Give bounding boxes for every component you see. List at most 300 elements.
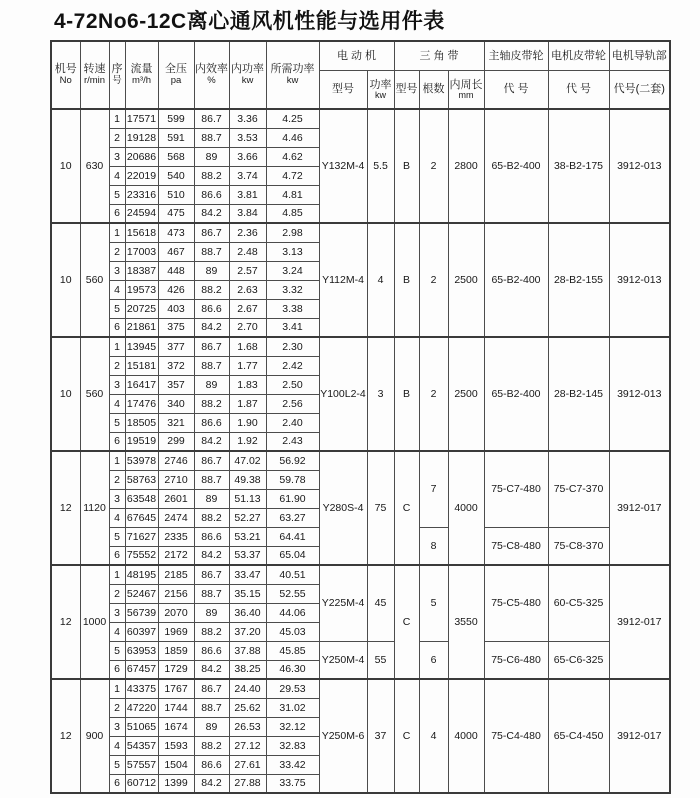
cell-pressure: 2185 bbox=[158, 565, 194, 584]
cell-pressure: 591 bbox=[158, 128, 194, 147]
cell-inner-power: 38.25 bbox=[229, 660, 266, 679]
cell-seq: 6 bbox=[109, 774, 125, 793]
cell-flow: 19519 bbox=[125, 432, 158, 451]
cell-efficiency: 86.6 bbox=[194, 641, 229, 660]
cell-seq: 6 bbox=[109, 432, 125, 451]
cell-seq: 6 bbox=[109, 546, 125, 565]
cell-pressure: 568 bbox=[158, 147, 194, 166]
cell-pressure: 510 bbox=[158, 185, 194, 204]
cell-efficiency: 86.7 bbox=[194, 337, 229, 356]
cell-required-power: 31.02 bbox=[266, 698, 319, 717]
cell-machine-no: 12 bbox=[51, 451, 80, 565]
cell-required-power: 3.24 bbox=[266, 261, 319, 280]
cell-efficiency: 86.6 bbox=[194, 413, 229, 432]
cell-required-power: 63.27 bbox=[266, 508, 319, 527]
cell-flow: 47220 bbox=[125, 698, 158, 717]
cell-seq: 4 bbox=[109, 280, 125, 299]
cell-motor-power: 37 bbox=[367, 679, 394, 793]
cell-required-power: 29.53 bbox=[266, 679, 319, 698]
cell-inner-power: 53.21 bbox=[229, 527, 266, 546]
cell-motor-pulley: 28-B2-155 bbox=[548, 223, 609, 337]
cell-inner-power: 1.92 bbox=[229, 432, 266, 451]
cell-flow: 60712 bbox=[125, 774, 158, 793]
cell-motor-model: Y280S-4 bbox=[319, 451, 367, 565]
cell-pressure: 340 bbox=[158, 394, 194, 413]
cell-efficiency: 88.7 bbox=[194, 356, 229, 375]
cell-required-power: 45.85 bbox=[266, 641, 319, 660]
cell-motor-model: Y132M-4 bbox=[319, 109, 367, 223]
cell-motor-model: Y112M-4 bbox=[319, 223, 367, 337]
cell-main-pulley: 65-B2-400 bbox=[484, 223, 548, 337]
cell-main-pulley: 75-C6-480 bbox=[484, 641, 548, 679]
cell-inner-power: 2.57 bbox=[229, 261, 266, 280]
cell-inner-power: 3.36 bbox=[229, 109, 266, 128]
cell-required-power: 4.81 bbox=[266, 185, 319, 204]
cell-seq: 1 bbox=[109, 565, 125, 584]
cell-inner-power: 49.38 bbox=[229, 470, 266, 489]
cell-inner-power: 37.20 bbox=[229, 622, 266, 641]
cell-required-power: 46.30 bbox=[266, 660, 319, 679]
header-col-2: 序 号 bbox=[109, 41, 125, 109]
table-row bbox=[51, 109, 670, 128]
header-subcol-0-1: 功率 kw bbox=[367, 71, 394, 110]
cell-belt-model: B bbox=[394, 223, 419, 337]
cell-machine-no: 12 bbox=[51, 565, 80, 679]
cell-seq: 1 bbox=[109, 109, 125, 128]
cell-efficiency: 86.6 bbox=[194, 185, 229, 204]
cell-flow: 53978 bbox=[125, 451, 158, 470]
cell-flow: 17571 bbox=[125, 109, 158, 128]
cell-flow: 18505 bbox=[125, 413, 158, 432]
cell-belt-model: B bbox=[394, 109, 419, 223]
cell-machine-no: 12 bbox=[51, 679, 80, 793]
cell-inner-power: 27.12 bbox=[229, 736, 266, 755]
table-row bbox=[51, 223, 670, 242]
cell-efficiency: 84.2 bbox=[194, 546, 229, 565]
cell-pressure: 2474 bbox=[158, 508, 194, 527]
cell-flow: 17003 bbox=[125, 242, 158, 261]
cell-seq: 3 bbox=[109, 717, 125, 736]
cell-pressure: 1593 bbox=[158, 736, 194, 755]
header-subcol-1-0: 型号 bbox=[394, 71, 419, 110]
header-subcol-2-0: 代 号 bbox=[484, 71, 548, 110]
cell-seq: 1 bbox=[109, 451, 125, 470]
cell-motor-power: 5.5 bbox=[367, 109, 394, 223]
cell-pressure: 426 bbox=[158, 280, 194, 299]
header-col-7: 所需功率 kw bbox=[266, 41, 319, 109]
cell-belt-model: B bbox=[394, 337, 419, 451]
header-group-3: 电机皮带轮 bbox=[548, 41, 609, 71]
table-row bbox=[51, 451, 670, 470]
cell-inner-power: 2.48 bbox=[229, 242, 266, 261]
header-group-2: 主轴皮带轮 bbox=[484, 41, 548, 71]
cell-seq: 3 bbox=[109, 489, 125, 508]
header-subcol-1-1: 根数 bbox=[419, 71, 448, 110]
cell-inner-power: 1.83 bbox=[229, 375, 266, 394]
cell-pressure: 2601 bbox=[158, 489, 194, 508]
cell-required-power: 3.41 bbox=[266, 318, 319, 337]
cell-flow: 15181 bbox=[125, 356, 158, 375]
cell-speed: 900 bbox=[80, 679, 109, 793]
cell-flow: 43375 bbox=[125, 679, 158, 698]
cell-seq: 3 bbox=[109, 375, 125, 394]
cell-pressure: 357 bbox=[158, 375, 194, 394]
cell-required-power: 33.42 bbox=[266, 755, 319, 774]
cell-pressure: 1674 bbox=[158, 717, 194, 736]
cell-flow: 56739 bbox=[125, 603, 158, 622]
cell-required-power: 32.83 bbox=[266, 736, 319, 755]
cell-inner-power: 3.53 bbox=[229, 128, 266, 147]
cell-efficiency: 84.2 bbox=[194, 660, 229, 679]
cell-efficiency: 86.7 bbox=[194, 109, 229, 128]
cell-seq: 2 bbox=[109, 698, 125, 717]
cell-machine-no: 10 bbox=[51, 337, 80, 451]
cell-inner-power: 47.02 bbox=[229, 451, 266, 470]
cell-seq: 3 bbox=[109, 261, 125, 280]
header-col-5: 内效率 % bbox=[194, 41, 229, 109]
cell-rail: 3912-013 bbox=[609, 223, 670, 337]
cell-pressure: 2070 bbox=[158, 603, 194, 622]
cell-rail: 3912-013 bbox=[609, 109, 670, 223]
cell-pressure: 1744 bbox=[158, 698, 194, 717]
cell-efficiency: 86.7 bbox=[194, 565, 229, 584]
cell-required-power: 2.43 bbox=[266, 432, 319, 451]
cell-pressure: 2710 bbox=[158, 470, 194, 489]
cell-efficiency: 86.7 bbox=[194, 679, 229, 698]
cell-efficiency: 86.6 bbox=[194, 755, 229, 774]
cell-flow: 22019 bbox=[125, 166, 158, 185]
cell-motor-model: Y250M-4 bbox=[319, 641, 367, 679]
cell-efficiency: 88.7 bbox=[194, 470, 229, 489]
cell-inner-power: 36.40 bbox=[229, 603, 266, 622]
table-row bbox=[51, 337, 670, 356]
cell-flow: 71627 bbox=[125, 527, 158, 546]
page-title: 4-72No6-12C离心通风机性能与选用件表 bbox=[54, 10, 445, 33]
cell-required-power: 2.50 bbox=[266, 375, 319, 394]
cell-seq: 5 bbox=[109, 185, 125, 204]
cell-pressure: 1767 bbox=[158, 679, 194, 698]
table-header bbox=[51, 41, 670, 109]
cell-required-power: 45.03 bbox=[266, 622, 319, 641]
cell-motor-pulley: 38-B2-175 bbox=[548, 109, 609, 223]
cell-flow: 20686 bbox=[125, 147, 158, 166]
cell-efficiency: 86.6 bbox=[194, 299, 229, 318]
cell-main-pulley: 75-C8-480 bbox=[484, 527, 548, 565]
cell-required-power: 3.32 bbox=[266, 280, 319, 299]
cell-belt-count: 2 bbox=[419, 337, 448, 451]
cell-seq: 5 bbox=[109, 413, 125, 432]
cell-motor-power: 45 bbox=[367, 565, 394, 641]
cell-inner-power: 3.66 bbox=[229, 147, 266, 166]
cell-efficiency: 88.2 bbox=[194, 166, 229, 185]
cell-efficiency: 88.7 bbox=[194, 698, 229, 717]
cell-seq: 4 bbox=[109, 508, 125, 527]
cell-flow: 51065 bbox=[125, 717, 158, 736]
cell-belt-length: 2500 bbox=[448, 337, 484, 451]
cell-inner-power: 3.81 bbox=[229, 185, 266, 204]
cell-speed: 560 bbox=[80, 223, 109, 337]
cell-motor-power: 3 bbox=[367, 337, 394, 451]
cell-inner-power: 2.67 bbox=[229, 299, 266, 318]
cell-flow: 63953 bbox=[125, 641, 158, 660]
cell-flow: 19573 bbox=[125, 280, 158, 299]
cell-seq: 3 bbox=[109, 603, 125, 622]
cell-required-power: 4.46 bbox=[266, 128, 319, 147]
cell-seq: 2 bbox=[109, 356, 125, 375]
cell-pressure: 1859 bbox=[158, 641, 194, 660]
cell-flow: 15618 bbox=[125, 223, 158, 242]
cell-required-power: 44.06 bbox=[266, 603, 319, 622]
cell-motor-pulley: 28-B2-145 bbox=[548, 337, 609, 451]
cell-required-power: 2.42 bbox=[266, 356, 319, 375]
cell-motor-pulley: 75-C7-370 bbox=[548, 451, 609, 527]
cell-required-power: 33.75 bbox=[266, 774, 319, 793]
cell-flow: 20725 bbox=[125, 299, 158, 318]
cell-required-power: 61.90 bbox=[266, 489, 319, 508]
cell-belt-count: 6 bbox=[419, 641, 448, 679]
cell-rail: 3912-013 bbox=[609, 337, 670, 451]
cell-motor-pulley: 60-C5-325 bbox=[548, 565, 609, 641]
cell-flow: 21861 bbox=[125, 318, 158, 337]
cell-pressure: 2156 bbox=[158, 584, 194, 603]
cell-pressure: 372 bbox=[158, 356, 194, 375]
cell-required-power: 3.38 bbox=[266, 299, 319, 318]
cell-pressure: 377 bbox=[158, 337, 194, 356]
cell-pressure: 321 bbox=[158, 413, 194, 432]
cell-seq: 4 bbox=[109, 166, 125, 185]
cell-pressure: 1729 bbox=[158, 660, 194, 679]
header-subcol-4-0: 代号(二套) bbox=[609, 71, 670, 110]
fan-spec-table bbox=[50, 40, 671, 794]
cell-speed: 560 bbox=[80, 337, 109, 451]
cell-rail: 3912-017 bbox=[609, 679, 670, 793]
cell-inner-power: 27.61 bbox=[229, 755, 266, 774]
cell-belt-length: 2500 bbox=[448, 223, 484, 337]
cell-belt-count: 4 bbox=[419, 679, 448, 793]
cell-motor-pulley: 65-C6-325 bbox=[548, 641, 609, 679]
cell-required-power: 56.92 bbox=[266, 451, 319, 470]
cell-seq: 1 bbox=[109, 223, 125, 242]
table-row bbox=[51, 679, 670, 698]
cell-pressure: 2746 bbox=[158, 451, 194, 470]
cell-belt-count: 8 bbox=[419, 527, 448, 565]
cell-belt-count: 2 bbox=[419, 109, 448, 223]
cell-seq: 2 bbox=[109, 470, 125, 489]
cell-flow: 24594 bbox=[125, 204, 158, 223]
cell-required-power: 52.55 bbox=[266, 584, 319, 603]
cell-main-pulley: 75-C5-480 bbox=[484, 565, 548, 641]
cell-seq: 6 bbox=[109, 318, 125, 337]
cell-seq: 2 bbox=[109, 128, 125, 147]
cell-pressure: 448 bbox=[158, 261, 194, 280]
cell-required-power: 40.51 bbox=[266, 565, 319, 584]
header-group-4: 电机导轨部 bbox=[609, 41, 670, 71]
table-row bbox=[51, 565, 670, 584]
cell-belt-length: 4000 bbox=[448, 451, 484, 565]
cell-motor-power: 4 bbox=[367, 223, 394, 337]
cell-flow: 48195 bbox=[125, 565, 158, 584]
cell-efficiency: 89 bbox=[194, 375, 229, 394]
cell-inner-power: 35.15 bbox=[229, 584, 266, 603]
cell-main-pulley: 65-B2-400 bbox=[484, 337, 548, 451]
cell-pressure: 473 bbox=[158, 223, 194, 242]
cell-seq: 5 bbox=[109, 755, 125, 774]
cell-efficiency: 89 bbox=[194, 489, 229, 508]
cell-required-power: 4.25 bbox=[266, 109, 319, 128]
cell-required-power: 4.62 bbox=[266, 147, 319, 166]
cell-required-power: 3.13 bbox=[266, 242, 319, 261]
cell-machine-no: 10 bbox=[51, 109, 80, 223]
cell-inner-power: 51.13 bbox=[229, 489, 266, 508]
cell-motor-pulley: 65-C4-450 bbox=[548, 679, 609, 793]
cell-pressure: 375 bbox=[158, 318, 194, 337]
cell-seq: 1 bbox=[109, 679, 125, 698]
cell-efficiency: 88.7 bbox=[194, 242, 229, 261]
cell-belt-length: 3550 bbox=[448, 565, 484, 679]
header-subcol-0-0: 型号 bbox=[319, 71, 367, 110]
cell-required-power: 32.12 bbox=[266, 717, 319, 736]
cell-belt-count: 7 bbox=[419, 451, 448, 527]
cell-inner-power: 37.88 bbox=[229, 641, 266, 660]
cell-inner-power: 27.88 bbox=[229, 774, 266, 793]
cell-inner-power: 1.90 bbox=[229, 413, 266, 432]
cell-seq: 4 bbox=[109, 736, 125, 755]
cell-efficiency: 88.2 bbox=[194, 394, 229, 413]
cell-seq: 4 bbox=[109, 394, 125, 413]
cell-flow: 18387 bbox=[125, 261, 158, 280]
cell-pressure: 475 bbox=[158, 204, 194, 223]
header-col-3: 流量 m³/h bbox=[125, 41, 158, 109]
cell-motor-power: 75 bbox=[367, 451, 394, 565]
cell-inner-power: 1.87 bbox=[229, 394, 266, 413]
cell-seq: 2 bbox=[109, 242, 125, 261]
cell-efficiency: 84.2 bbox=[194, 318, 229, 337]
cell-motor-model: Y225M-4 bbox=[319, 565, 367, 641]
cell-belt-model: C bbox=[394, 451, 419, 565]
cell-required-power: 64.41 bbox=[266, 527, 319, 546]
cell-seq: 5 bbox=[109, 299, 125, 318]
cell-flow: 60397 bbox=[125, 622, 158, 641]
cell-pressure: 403 bbox=[158, 299, 194, 318]
cell-flow: 13945 bbox=[125, 337, 158, 356]
cell-pressure: 2172 bbox=[158, 546, 194, 565]
cell-inner-power: 25.62 bbox=[229, 698, 266, 717]
cell-inner-power: 1.77 bbox=[229, 356, 266, 375]
cell-inner-power: 53.37 bbox=[229, 546, 266, 565]
cell-inner-power: 26.53 bbox=[229, 717, 266, 736]
cell-efficiency: 88.2 bbox=[194, 736, 229, 755]
cell-inner-power: 52.27 bbox=[229, 508, 266, 527]
cell-flow: 54357 bbox=[125, 736, 158, 755]
cell-rail: 3912-017 bbox=[609, 565, 670, 679]
cell-required-power: 65.04 bbox=[266, 546, 319, 565]
cell-motor-model: Y100L2-4 bbox=[319, 337, 367, 451]
cell-motor-power: 55 bbox=[367, 641, 394, 679]
cell-flow: 17476 bbox=[125, 394, 158, 413]
cell-seq: 3 bbox=[109, 147, 125, 166]
cell-belt-count: 5 bbox=[419, 565, 448, 641]
table-body bbox=[51, 109, 670, 793]
cell-required-power: 2.30 bbox=[266, 337, 319, 356]
header-row-1 bbox=[51, 41, 670, 71]
cell-efficiency: 89 bbox=[194, 603, 229, 622]
cell-efficiency: 84.2 bbox=[194, 432, 229, 451]
cell-flow: 75552 bbox=[125, 546, 158, 565]
header-col-4: 全压 pa bbox=[158, 41, 194, 109]
cell-flow: 67457 bbox=[125, 660, 158, 679]
cell-pressure: 467 bbox=[158, 242, 194, 261]
cell-motor-model: Y250M-6 bbox=[319, 679, 367, 793]
cell-seq: 6 bbox=[109, 660, 125, 679]
cell-efficiency: 88.2 bbox=[194, 280, 229, 299]
cell-seq: 4 bbox=[109, 622, 125, 641]
cell-pressure: 1399 bbox=[158, 774, 194, 793]
cell-required-power: 59.78 bbox=[266, 470, 319, 489]
cell-speed: 630 bbox=[80, 109, 109, 223]
cell-speed: 1000 bbox=[80, 565, 109, 679]
cell-seq: 1 bbox=[109, 337, 125, 356]
cell-belt-count: 2 bbox=[419, 223, 448, 337]
cell-rail: 3912-017 bbox=[609, 451, 670, 565]
cell-efficiency: 86.7 bbox=[194, 451, 229, 470]
cell-inner-power: 2.70 bbox=[229, 318, 266, 337]
cell-seq: 6 bbox=[109, 204, 125, 223]
cell-seq: 5 bbox=[109, 527, 125, 546]
cell-required-power: 4.72 bbox=[266, 166, 319, 185]
cell-inner-power: 2.36 bbox=[229, 223, 266, 242]
cell-belt-model: C bbox=[394, 565, 419, 679]
header-subcol-3-0: 代 号 bbox=[548, 71, 609, 110]
cell-efficiency: 86.7 bbox=[194, 223, 229, 242]
cell-inner-power: 1.68 bbox=[229, 337, 266, 356]
cell-pressure: 299 bbox=[158, 432, 194, 451]
cell-inner-power: 3.84 bbox=[229, 204, 266, 223]
cell-seq: 5 bbox=[109, 641, 125, 660]
cell-required-power: 2.56 bbox=[266, 394, 319, 413]
cell-belt-length: 4000 bbox=[448, 679, 484, 793]
cell-efficiency: 88.2 bbox=[194, 508, 229, 527]
cell-pressure: 540 bbox=[158, 166, 194, 185]
cell-inner-power: 24.40 bbox=[229, 679, 266, 698]
cell-main-pulley: 65-B2-400 bbox=[484, 109, 548, 223]
header-col-1: 转速 r/min bbox=[80, 41, 109, 109]
cell-flow: 63548 bbox=[125, 489, 158, 508]
header-group-1: 三 角 带 bbox=[394, 41, 484, 71]
cell-flow: 16417 bbox=[125, 375, 158, 394]
cell-efficiency: 84.2 bbox=[194, 204, 229, 223]
cell-flow: 58763 bbox=[125, 470, 158, 489]
cell-required-power: 2.40 bbox=[266, 413, 319, 432]
cell-flow: 23316 bbox=[125, 185, 158, 204]
cell-required-power: 4.85 bbox=[266, 204, 319, 223]
cell-seq: 2 bbox=[109, 584, 125, 603]
cell-efficiency: 84.2 bbox=[194, 774, 229, 793]
cell-efficiency: 89 bbox=[194, 717, 229, 736]
cell-pressure: 1504 bbox=[158, 755, 194, 774]
cell-inner-power: 3.74 bbox=[229, 166, 266, 185]
header-col-6: 内功率 kw bbox=[229, 41, 266, 109]
cell-efficiency: 86.6 bbox=[194, 527, 229, 546]
header-col-0: 机号 No bbox=[51, 41, 80, 109]
cell-main-pulley: 75-C7-480 bbox=[484, 451, 548, 527]
cell-inner-power: 33.47 bbox=[229, 565, 266, 584]
cell-flow: 67645 bbox=[125, 508, 158, 527]
cell-motor-pulley: 75-C8-370 bbox=[548, 527, 609, 565]
cell-belt-model: C bbox=[394, 679, 419, 793]
cell-main-pulley: 75-C4-480 bbox=[484, 679, 548, 793]
cell-efficiency: 88.2 bbox=[194, 622, 229, 641]
cell-efficiency: 89 bbox=[194, 147, 229, 166]
